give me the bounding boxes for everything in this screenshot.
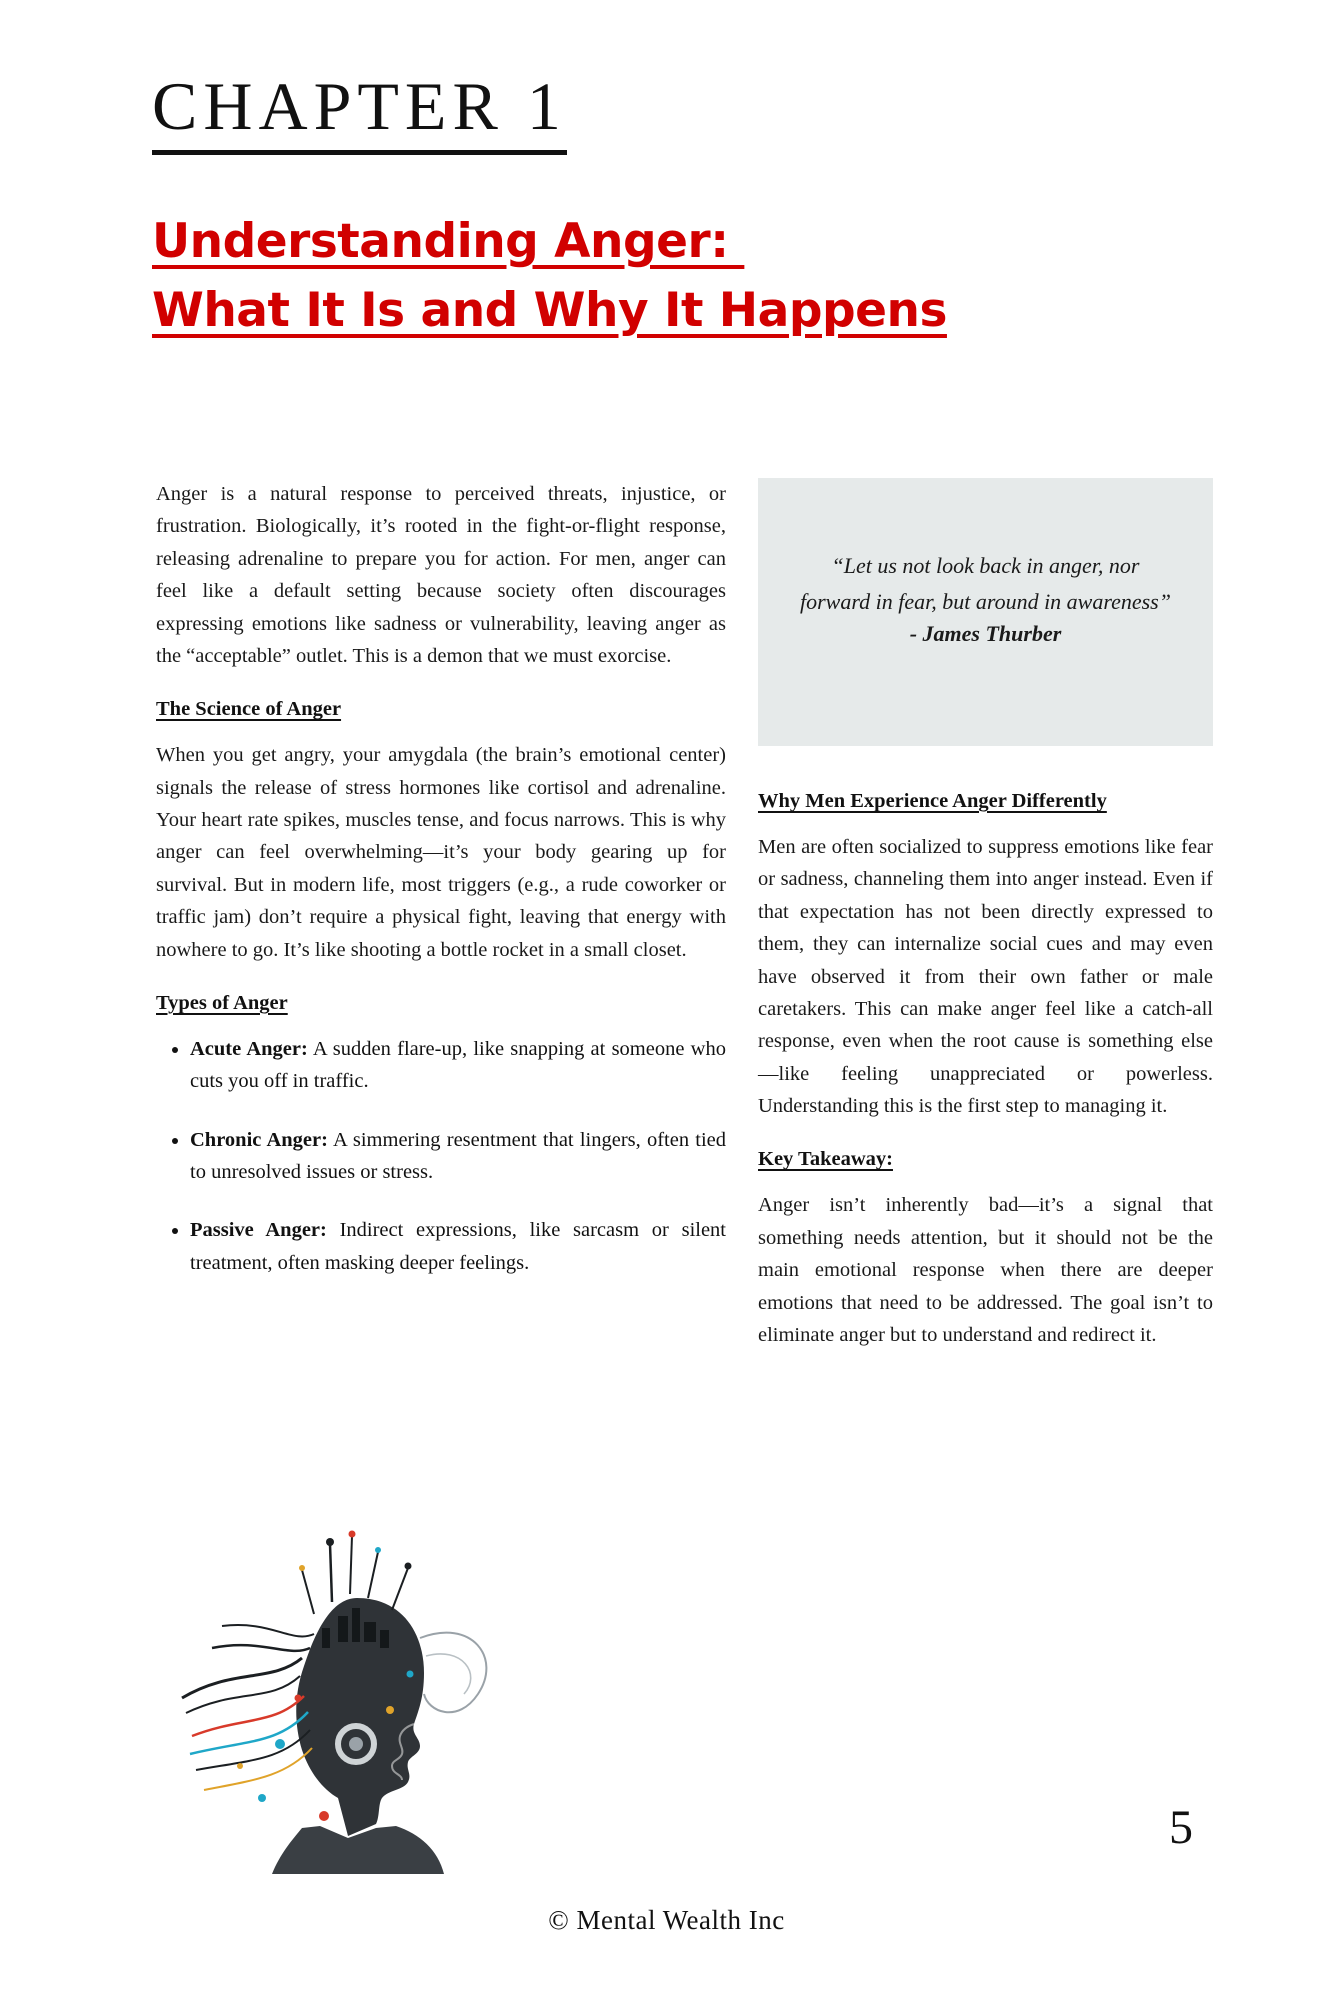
science-of-anger-paragraph: When you get angry, your amygdala (the brain’s emotional center) signals the release of stress hormones like cortisol and adrenaline. Your heart rate spikes, muscles tense, and focus narrows. This is why anger can feel overwhelming—it’s your body gearing up for survival. But in modern life, most triggers (e.g., a rude coworker or traffic jam) don’t require a physical fight, leaving that energy with nowhere to go. It’s like shooting a bottle rocket in a small closet. <box>156 744 726 961</box>
page-number: 5 <box>1169 1801 1193 1854</box>
list-item-description: A simmering resentment that lingers, often tied to unresolved issues or stress. <box>190 1128 727 1183</box>
chapter-subtitle <box>152 214 1052 356</box>
list-item <box>190 1033 726 1098</box>
list-item-term: Chronic Anger: <box>190 1128 328 1151</box>
key-takeaway-heading: Key Takeaway: <box>758 1148 893 1171</box>
chapter-header <box>152 68 772 155</box>
types-of-anger-list <box>156 1033 726 1279</box>
pull-quote-attribution: - James Thurber <box>909 621 1062 647</box>
science-of-anger-heading: The Science of Anger <box>156 698 342 721</box>
abstract-head-illustration <box>152 1498 552 1898</box>
chapter-subtitle-line-1: Understanding Anger: <box>152 214 745 269</box>
list-item <box>190 1214 726 1279</box>
why-men-paragraph: Men are often socialized to suppress emotions like fear or sadness, channeling them into anger instead. Even if that expectation has not been directly expressed to them, they can internalize social cues and may even have observed it from their own father or male caretakers. This can make anger feel like a catch-all response, even when the root cause is something else—like feeling unappreciated or powerless. Understanding this is the first step to managing it. <box>758 836 1213 1117</box>
footer-credit: © Mental Wealth Inc <box>548 1905 785 1935</box>
list-item-description: A sudden flare-up, like snapping at someone who cuts you off in traffic. <box>190 1037 726 1093</box>
chapter-illustration <box>152 1498 552 1898</box>
key-takeaway-paragraph: Anger isn’t inherently bad—it’s a signal that something needs attention, but it should not be the main emotional response when there are deeper emotions that need to be addressed. The goal isn’t to eliminate anger but to understand and redirect it. <box>758 1194 1213 1346</box>
list-item <box>190 1124 726 1189</box>
right-column <box>758 478 1213 1373</box>
list-item-description: Indirect expressions, like sarcasm or silent treatment, often masking deeper feelings. <box>190 1219 727 1274</box>
chapter-label: CHAPTER 1 <box>152 72 567 155</box>
chapter-subtitle-line-2: What It Is and Why It Happens <box>152 282 947 338</box>
types-of-anger-heading: Types of Anger <box>156 991 288 1014</box>
why-men-heading: Why Men Experience Anger Differently <box>758 790 1107 812</box>
list-item-term: Passive Anger: <box>190 1219 327 1242</box>
list-item-term: Acute Anger: <box>190 1037 308 1060</box>
intro-paragraph: Anger is a natural response to perceived threats, injustice, or frustration. Biologically, it’s rooted in the fight-or-flight response, releasing adrenaline to prepare you for action. For men, anger can feel like a default setting because society often discourages expressing emotions like sadness or vulnerability, leaving anger as the “acceptable” outlet. This is a demon that we must exorcise. <box>156 483 726 667</box>
left-column <box>156 478 726 1305</box>
pull-quote-text: “Let us not look back in anger, nor forward in fear, but around in awareness” <box>800 553 1171 614</box>
pull-quote-box <box>758 478 1213 746</box>
